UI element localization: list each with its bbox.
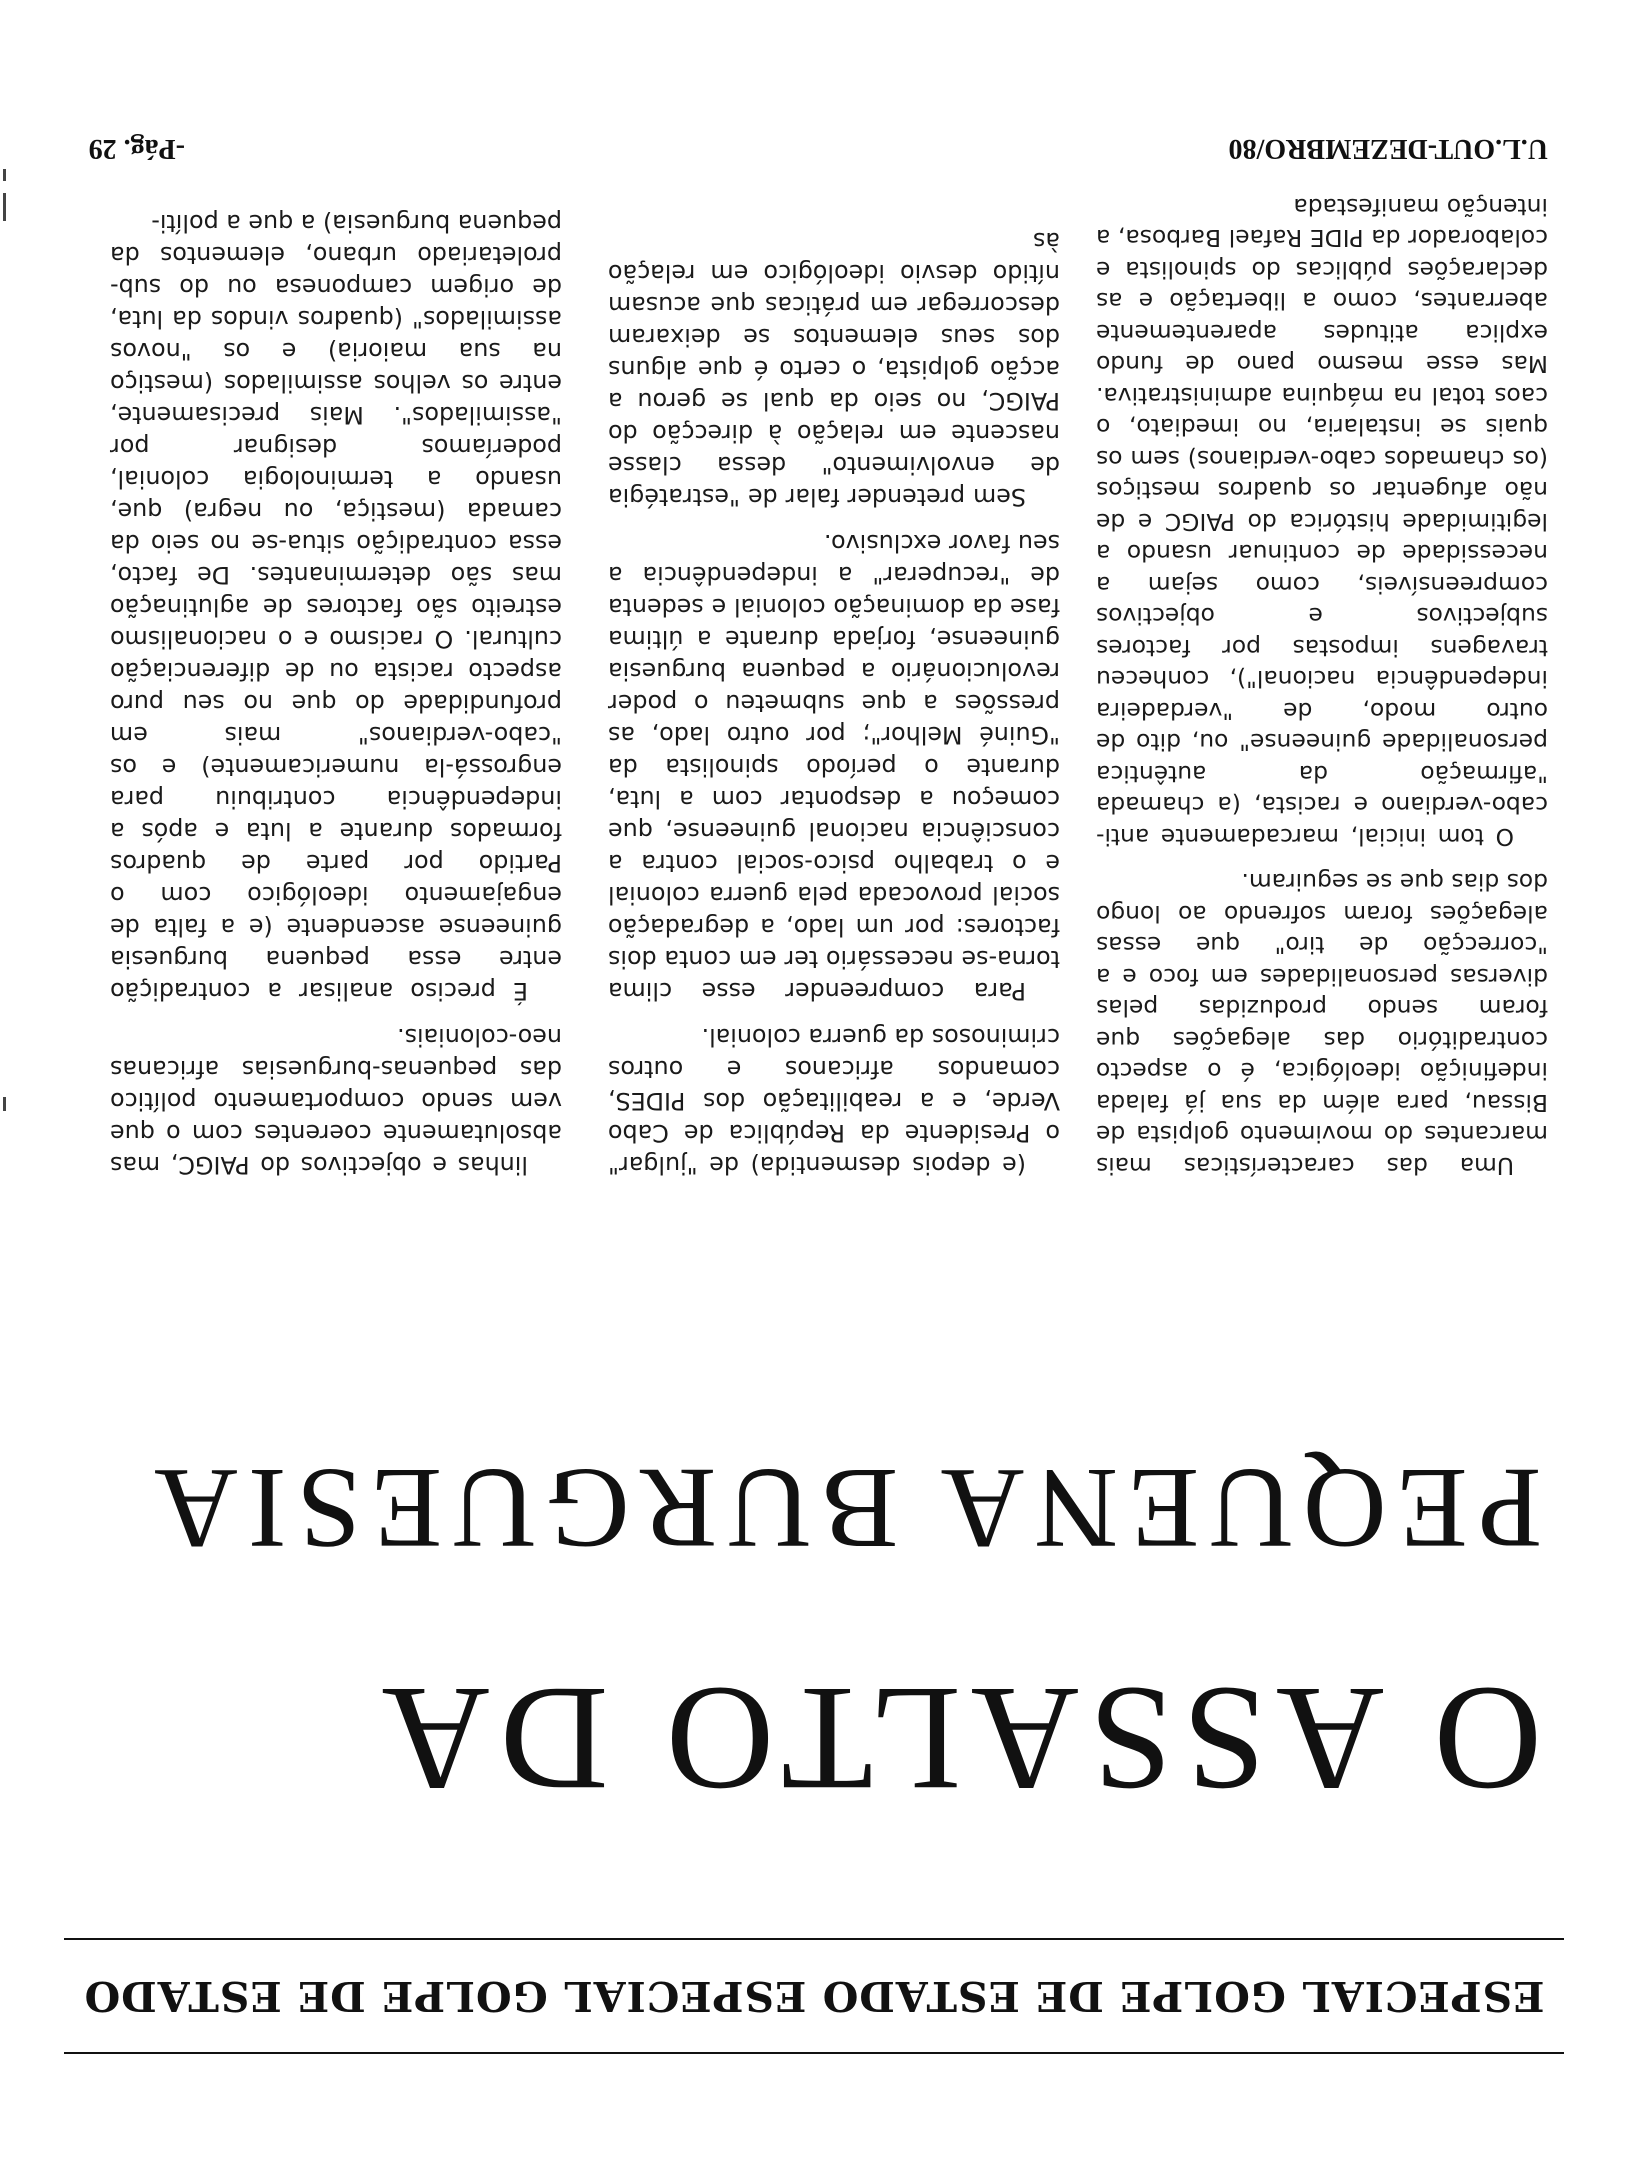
paragraph: Sem pretender falar de "estratégia de envolvimento" dessa classe nascente em relação à direcção do PAIGC, no seio da qual se gerou a acção golpista, o certo é que alguns dos seus elementos se deixaram descorregar em práticas que acusam nítido desvio ideológico em relação às [608, 227, 1060, 511]
paragraph: Para compreender esse clima torna-se necessário ter em conta dois factores: por um lado, a degradação social provocada pela guerra colonial e o trabalho psico-social contra a consciência nacional guineense, que começou a despontar com a luta, durante o período spinolista da "Guiné Melhor"; por outro lado, as pressões a que submeteu o poder revolucionário a pequena burguesia guineense, forjada durante a última fase da dominação colonial e sedenta de "recuperar" a independência a seu favor exclusivo. [608, 529, 1060, 1005]
section-banner [64, 1938, 1564, 2054]
banner-text: ESPECIAL GOLPE DE ESTADO ESPECIAL GOLPE DE ESTADO [83, 1972, 1545, 2020]
scan-edge-mark [3, 1097, 6, 1111]
headline-line-1: O ASSALTO DA [371, 1656, 1542, 1822]
scan-edge-mark [3, 193, 6, 221]
paragraph: É preciso analisar a contradição entre essa pequena burguesia guineense ascendente (e a falta de engajamento ideológico com o Partido por parte de quadros formados durante a luta e após a independência contribuiu para engrossá-la numericamente) e os "cabo-verdianos" mais em profundidade do que no seu puro aspecto racista ou de diferenciação cultural. O racismo e o nacionalismo estreito são factores de aglutinação mas são determinantes. De facto, essa contradição situa-se no seio da camada (mestiça, ou negra) que, usando a terminologia colonial, poderíamos designar por "assimilados". Mais precisamente, entre os velhos assimilados (mestiço na sua maioria) e os "novos assimilados" (quadros vindos da luta, de origem camponesa ou do sub-proletariado urbano, elementos da pequena burguesia) a que a políti- [110, 209, 562, 1005]
text-column-1 [1096, 191, 1548, 1182]
paragraph: linhas e objectivos do PAIGC, mas absolutamente coerentes com o que vem sendo comportamento político das pequenas-burguesias africanas neo-coloniais. [110, 1023, 562, 1179]
footer-page-number: -Pág. 29 [88, 133, 185, 164]
paragraph: (e depois desmentida) de "julgar" o Presidente da República de Cabo Verde, e a reabilitação dos PIDES, comandos africanos e outros criminosos da guerra colonial. [608, 1023, 1060, 1179]
text-column-2 [608, 225, 1060, 1181]
scan-edge-mark [3, 169, 6, 181]
text-column-3 [110, 207, 562, 1181]
footer-issue: U.L.OUT-DEZEMBRO/80 [1228, 133, 1548, 164]
paragraph: Uma das características mais marcantes do movimento golpista de Bissau, para além da sua já falada indefinição ideológica, é o aspecto contraditório das alegações que foram sendo produzidas pelas diversas personalidades em foco e a "correcção de tiro" que essas alegações foram sofrendo ao longo dos dias que se seguiram. [1096, 868, 1548, 1180]
paragraph: O tom inicial, marcadamente anti-cabo-verdiano e racista, (a chamada "afirmação da autêntica personalidade guineense" ou, dito de outro modo, de "verdadeira independência nacional"), conheceu travagens impostas por factores subjectivos e objectivos compreensíveis, como sejam a necessidade de continuar usando a legitimidade histórica do PAIGC e de não afugentar os quadros mestiços (os chamados cabo-verdianos) sem os quais se instalaria, no imediato, o caos total na máquina administrativa. Mas esse mesmo pano de fundo explica atitudes aparentemente aberrantes, como a libertação e as declarações públicas do spinolista e colaborador da PIDE Rafael Barbosa, a intenção manifestada [1096, 193, 1548, 851]
headline-line-2: PEQUENA BURGUESIA [144, 1444, 1542, 1572]
